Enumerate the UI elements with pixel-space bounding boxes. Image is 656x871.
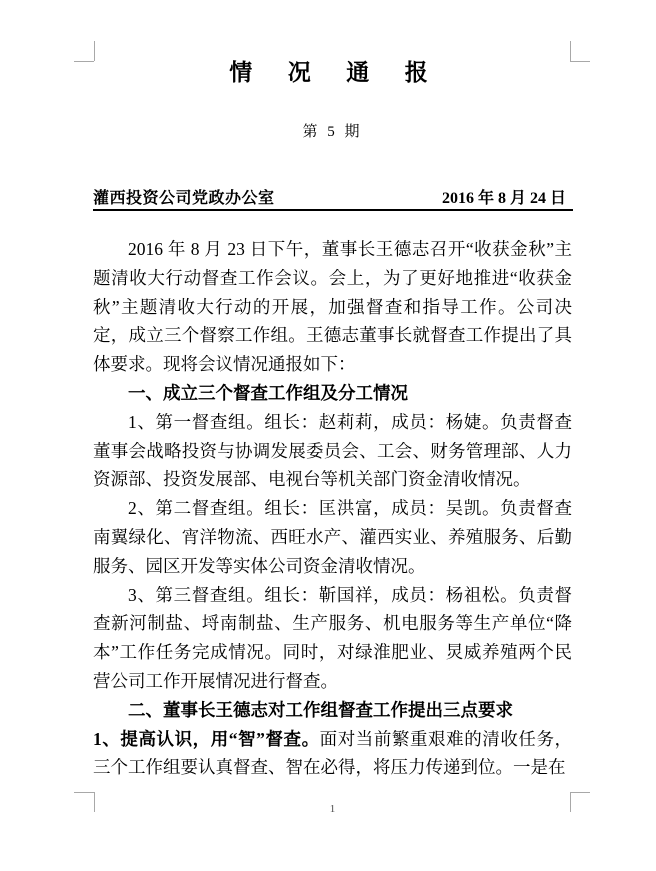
body-paragraph bbox=[93, 725, 572, 783]
bold-text-run: 二、董事长王德志对工作组督查工作提出三点要求 bbox=[128, 699, 513, 720]
body-paragraph bbox=[93, 408, 572, 494]
issue-date: 2016 年 8 月 24 日 bbox=[441, 190, 566, 207]
body-paragraph bbox=[93, 494, 572, 580]
body-paragraph bbox=[93, 581, 572, 696]
text-run: 2、第二督查组。组长：匡洪富，成员：吴凯。负责督查南翼绿化、宵洋物流、西旺水产、灌西实业、养殖服务、后勤服务、园区开发等实体公司资金清收情况。 bbox=[93, 498, 572, 576]
page-number: 1 bbox=[329, 803, 336, 815]
issue-number: 第 5 期 bbox=[302, 124, 363, 140]
header-divider-line bbox=[93, 209, 573, 211]
text-run: 3、第三督查组。组长：靳国祥，成员：杨祖松。负责督查新河制盐、埒南制盐、生产服务、机电服务等生产单位“降本”工作任务完成情况。同时，对绿淮肥业、炅威养殖两个民营公司工作开展情况进行督查。 bbox=[93, 584, 572, 691]
document-body bbox=[93, 235, 572, 782]
section-heading bbox=[93, 379, 572, 408]
document-title: 情 况 通 报 bbox=[229, 60, 436, 85]
bold-text-run: 一、成立三个督查工作组及分工情况 bbox=[128, 382, 408, 403]
text-run: 2016 年 8 月 23 日下午，董事长王德志召开“收获金秋”主题清收大行动督查工作会议。会上，为了更好地推进“收获金秋”主题清收大行动的开展，加强督查和指导工作。公司决定，成立三个督察工作组。王德志董事长就督查工作提出了具体要求。现将会议情况通报如下： bbox=[93, 239, 572, 375]
text-run: 面对当前繁重艰难的清收任务，三个工作组要认真督查、智在必得，将压力传递到位。一是在 bbox=[93, 728, 573, 778]
text-run: 1、第一督查组。组长：赵莉莉，成员：杨婕。负责督查董事会战略投资与协调发展委员会、工会、财务管理部、人力资源部、投资发展部、电视台等机关部门资金清收情况。 bbox=[93, 411, 572, 490]
bold-text-run: 1、提高认识，用“智”督查。 bbox=[93, 728, 320, 749]
header-row bbox=[93, 185, 572, 208]
body-paragraph bbox=[93, 235, 572, 379]
issuing-organization: 灌西投资公司党政办公室 bbox=[93, 190, 275, 207]
section-heading bbox=[93, 696, 572, 725]
